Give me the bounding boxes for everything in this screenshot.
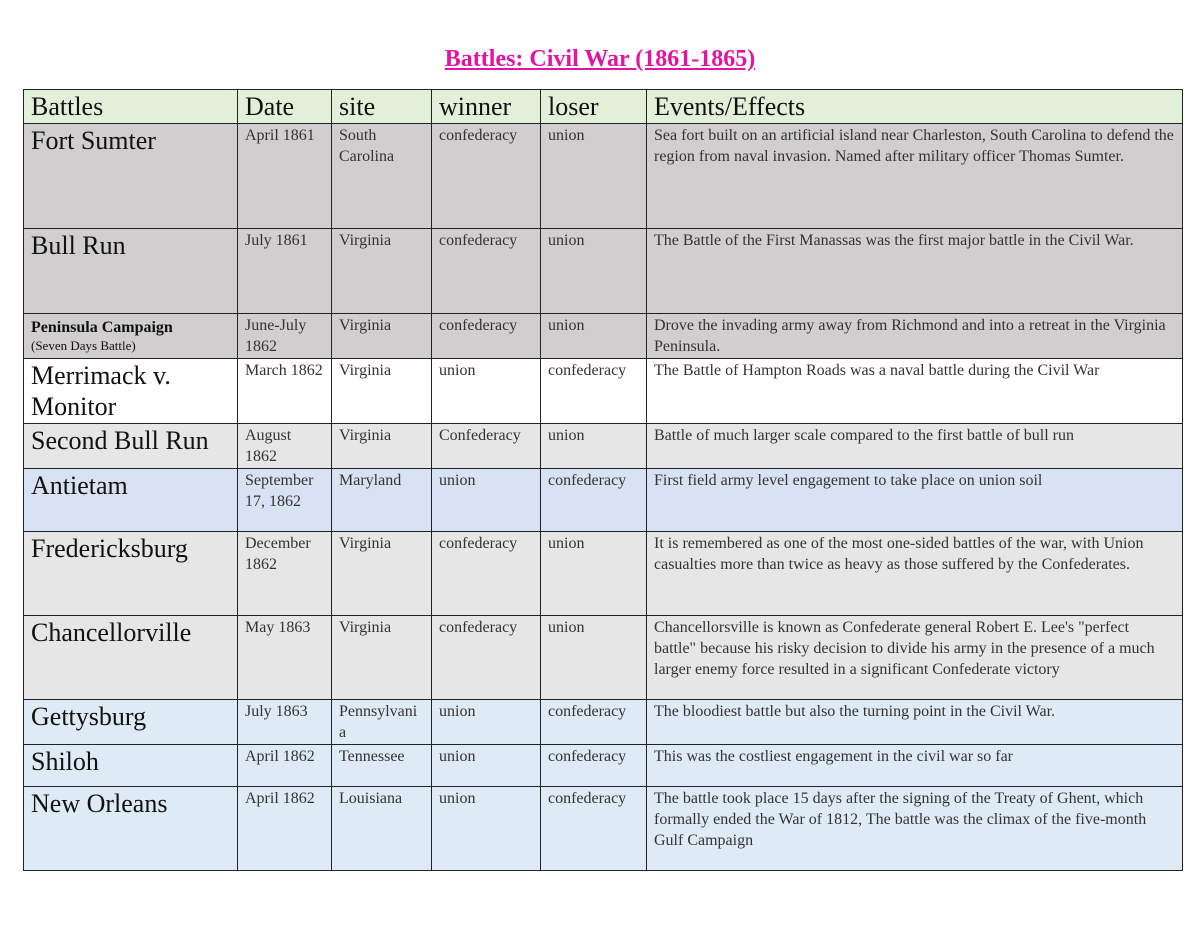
site-cell: Virginia [332,616,432,700]
table-row [24,314,1183,359]
date-cell: May 1863 [238,616,332,700]
header-site: site [332,90,432,124]
table-row [24,469,1183,532]
site-cell: Louisiana [332,787,432,871]
table-row [24,787,1183,871]
winner-cell: confederacy [432,229,541,314]
site-cell: Virginia [332,424,432,469]
winner-cell: union [432,787,541,871]
winner-cell: confederacy [432,532,541,616]
events-cell: First field army level engagement to take place on union soil [647,469,1183,532]
winner-cell: union [432,469,541,532]
date-cell: December 1862 [238,532,332,616]
header-loser: loser [541,90,647,124]
header-winner: winner [432,90,541,124]
site-cell: Virginia [332,314,432,359]
events-cell: Drove the invading army away from Richmond and into a retreat in the Virginia Peninsula. [647,314,1183,359]
table-row [24,616,1183,700]
site-cell: Virginia [332,229,432,314]
date-cell: July 1861 [238,229,332,314]
date-cell: March 1862 [238,359,332,424]
battle-cell: Merrimack v. Monitor [24,359,238,424]
loser-cell: union [541,424,647,469]
winner-cell: Confederacy [432,424,541,469]
battle-cell: New Orleans [24,787,238,871]
loser-cell: union [541,314,647,359]
page-title: Battles: Civil War (1861-1865) [444,46,756,72]
loser-cell: confederacy [541,700,647,745]
date-cell: April 1862 [238,745,332,787]
battle-cell: Bull Run [24,229,238,314]
loser-cell: union [541,229,647,314]
site-cell: South Carolina [332,124,432,229]
winner-cell: confederacy [432,616,541,700]
battle-subtitle: (Seven Days Battle) [31,338,136,353]
battle-cell [24,314,238,359]
battle-cell: Chancellorville [24,616,238,700]
events-cell: The Battle of the First Manassas was the first major battle in the Civil War. [647,229,1183,314]
date-cell: August 1862 [238,424,332,469]
table-row [24,124,1183,229]
table-row [24,229,1183,314]
date-cell: September 17, 1862 [238,469,332,532]
loser-cell: confederacy [541,469,647,532]
site-cell: Virginia [332,359,432,424]
loser-cell: union [541,532,647,616]
events-cell: It is remembered as one of the most one-sided battles of the war, with Union casualties more than twice as heavy as those suffered by the Confederates. [647,532,1183,616]
header-battles: Battles [24,90,238,124]
header-row [24,90,1183,124]
date-cell: April 1862 [238,787,332,871]
site-cell: Pennsylvania [332,700,432,745]
header-date: Date [238,90,332,124]
battle-cell: Second Bull Run [24,424,238,469]
battle-cell: Antietam [24,469,238,532]
winner-cell: union [432,745,541,787]
header-events: Events/Effects [647,90,1183,124]
events-cell: The battle took place 15 days after the signing of the Treaty of Ghent, which formally ended the War of 1812, The battle was the climax of the five-month Gulf Campaign [647,787,1183,871]
loser-cell: confederacy [541,787,647,871]
table-row [24,700,1183,745]
winner-cell: confederacy [432,124,541,229]
table-row [24,424,1183,469]
battle-cell: Fredericksburg [24,532,238,616]
loser-cell: union [541,124,647,229]
battle-name: Peninsula Campaign [31,319,173,336]
loser-cell: confederacy [541,359,647,424]
date-cell: April 1861 [238,124,332,229]
loser-cell: union [541,616,647,700]
battle-cell: Shiloh [24,745,238,787]
battles-table [23,89,1183,871]
winner-cell: union [432,359,541,424]
winner-cell: confederacy [432,314,541,359]
battle-cell: Gettysburg [24,700,238,745]
date-cell: June-July 1862 [238,314,332,359]
events-cell: Chancellorsville is known as Confederate general Robert E. Lee's "perfect battle" because his risky decision to divide his army in the presence of a much larger enemy force resulted in a significant Confederate victory [647,616,1183,700]
events-cell: This was the costliest engagement in the civil war so far [647,745,1183,787]
table-row [24,359,1183,424]
table-row [24,745,1183,787]
loser-cell: confederacy [541,745,647,787]
battle-cell: Fort Sumter [24,124,238,229]
events-cell: The bloodiest battle but also the turning point in the Civil War. [647,700,1183,745]
events-cell: Battle of much larger scale compared to the first battle of bull run [647,424,1183,469]
site-cell: Maryland [332,469,432,532]
events-cell: The Battle of Hampton Roads was a naval battle during the Civil War [647,359,1183,424]
table-row [24,532,1183,616]
date-cell: July 1863 [238,700,332,745]
events-cell: Sea fort built on an artificial island near Charleston, South Carolina to defend the region from naval invasion. Named after military officer Thomas Sumter. [647,124,1183,229]
winner-cell: union [432,700,541,745]
site-cell: Tennessee [332,745,432,787]
site-cell: Virginia [332,532,432,616]
